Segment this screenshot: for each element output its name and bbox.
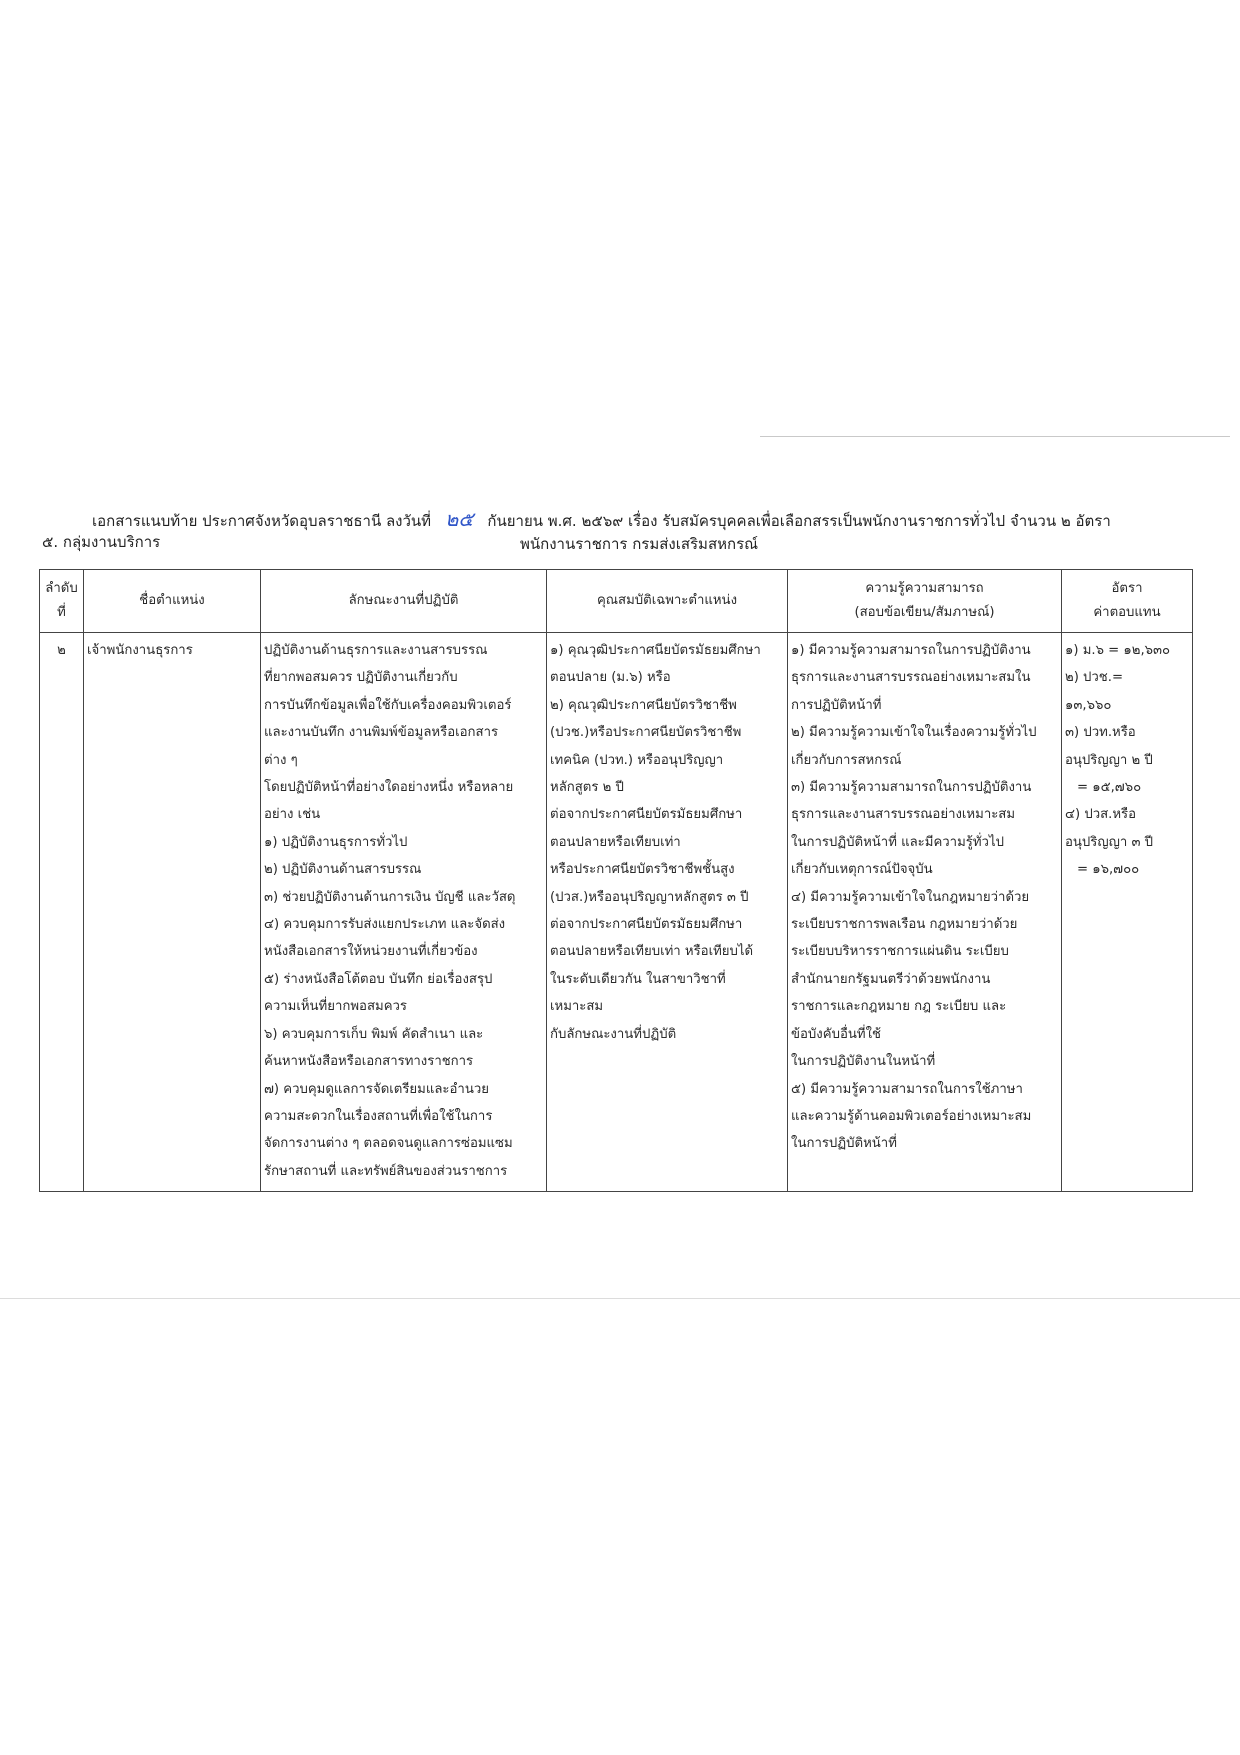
duty-line: ๕) ร่างหนังสือโต้ตอบ บันทึก ย่อเรื่องสรุป	[264, 971, 493, 987]
knowledge-line: ในการปฏิบัติงานในหน้าที่	[791, 1054, 936, 1070]
header-knowledge	[788, 570, 1062, 633]
knowledge-line: ๓) มีความรู้ความสามารถในการปฏิบัติงาน	[791, 780, 1032, 796]
duty-line: รักษาสถานที่ และทรัพย์สินของส่วนราชการ	[264, 1163, 508, 1179]
knowledge-line: ธุรการและงานสารบรรณอย่างเหมาะสมใน	[791, 670, 1031, 686]
knowledge-line: ๔) มีความรู้ความเข้าใจในกฎหมายว่าด้วย	[791, 889, 1030, 905]
header-line-2: พนักงานราชการ กรมส่งเสริมสหกรณ์	[520, 535, 759, 553]
qualification-line: ตอนปลาย (ม.๖) หรือ	[550, 670, 671, 686]
group-label: ๕. กลุ่มงานบริการ	[42, 533, 161, 551]
header-duties: ลักษณะงานที่ปฏิบัติ	[261, 570, 547, 633]
header-pay-line-1: อัตรา	[1111, 581, 1143, 596]
cell-position	[84, 633, 261, 1192]
knowledge-line: เกี่ยวกับการสหกรณ์	[791, 752, 902, 768]
qualification-line: ๑) คุณวุฒิประกาศนียบัตรมัธยมศึกษา	[550, 643, 761, 658]
knowledge-line: และความรู้ด้านคอมพิวเตอร์อย่างเหมาะสม	[791, 1108, 1032, 1124]
header-qualifications: คุณสมบัติเฉพาะตำแหน่ง	[547, 570, 788, 633]
duty-line: และงานบันทึก งานพิมพ์ข้อมูลหรือเอกสาร	[264, 725, 499, 741]
knowledge-line: ข้อบังคับอื่นที่ใช้	[791, 1026, 881, 1042]
duty-line: ๔) ควบคุมการรับส่งแยกประเภท และจัดส่ง	[264, 917, 506, 933]
cell-qualifications	[547, 633, 788, 1192]
knowledge-line: สำนักนายกรัฐมนตรีว่าด้วยพนักงาน	[791, 971, 991, 987]
knowledge-line: ราชการและกฎหมาย กฎ ระเบียบ และ	[791, 999, 1007, 1015]
cell-duties	[261, 633, 547, 1192]
pay-line: = ๑๖,๗๐๐	[1077, 862, 1140, 878]
header-pay	[1062, 570, 1193, 633]
pay-line: ๒) ปวช.=	[1065, 670, 1123, 686]
scan-line-bottom	[0, 1298, 1240, 1299]
pay-line: อนุปริญญา ๒ ปี	[1065, 752, 1153, 768]
header-position: ชื่อตำแหน่ง	[84, 570, 261, 633]
qualification-line: ต่อจากประกาศนียบัตรมัธยมศึกษา	[550, 917, 743, 933]
knowledge-line: การปฏิบัติหน้าที่	[791, 697, 882, 713]
position-title: เจ้าพนักงานธุรการ	[87, 643, 193, 658]
duty-line: ปฏิบัติงานด้านธุรการและงานสารบรรณ	[264, 643, 488, 658]
knowledge-line: ธุรการและงานสารบรรณอย่างเหมาะสม	[791, 807, 1016, 823]
duty-line: จัดการงานต่าง ๆ ตลอดจนดูแลการซ่อมแซม	[264, 1136, 513, 1152]
duty-line: หนังสือเอกสารให้หน่วยงานที่เกี่ยวข้อง	[264, 944, 478, 960]
header-knowledge-line-1: ความรู้ความสามารถ	[865, 581, 984, 596]
cell-pay	[1062, 633, 1193, 1192]
duty-line: ๑) ปฏิบัติงานธุรการทั่วไป	[264, 834, 408, 850]
duty-line: ๒) ปฏิบัติงานด้านสารบรรณ	[264, 862, 422, 878]
qualification-line: ต่อจากประกาศนียบัตรมัธยมศึกษา	[550, 807, 743, 823]
handwritten-day: ๒๕	[445, 507, 474, 531]
qualification-line: หลักสูตร ๒ ปี	[550, 780, 624, 796]
duty-line: ๖) ควบคุมการเก็บ พิมพ์ คัดสำเนา และ	[264, 1026, 484, 1042]
positions-table	[39, 569, 1193, 1192]
knowledge-line: ระเบียบราชการพลเรือน กฎหมายว่าด้วย	[791, 917, 1018, 933]
pay-line: ๑๓,๖๖๐	[1065, 697, 1112, 713]
duty-line: ความเห็นที่ยากพอสมควร	[264, 999, 408, 1015]
pay-line: ๔) ปวส.หรือ	[1065, 807, 1137, 823]
qualification-line: ตอนปลายหรือเทียบเท่า	[550, 834, 681, 850]
duty-line: ค้นหาหนังสือหรือเอกสารทางราชการ	[264, 1054, 474, 1070]
duty-line: อย่าง เช่น	[264, 807, 321, 823]
duty-line: ความสะดวกในเรื่องสถานที่เพื่อใช้ในการ	[264, 1108, 493, 1124]
knowledge-line: ๒) มีความรู้ความเข้าใจในเรื่องความรู้ทั่วไป	[791, 725, 1037, 741]
pay-line: อนุปริญญา ๓ ปี	[1065, 834, 1154, 850]
header-subject: กันยายน พ.ศ. ๒๕๖๙ เรื่อง รับสมัครบุคคลเพื่อเลือกสรรเป็นพนักงานราชการทั่วไป จำนวน ๒ อัตรา	[487, 512, 1111, 530]
table-header-row	[40, 570, 1193, 633]
qualification-line: กับลักษณะงานที่ปฏิบัติ	[550, 1026, 677, 1042]
qualification-line: (ปวส.)หรืออนุปริญญาหลักสูตร ๓ ปี	[550, 889, 749, 905]
knowledge-line: ระเบียบบริหารราชการแผ่นดิน ระเบียบ	[791, 944, 1009, 960]
knowledge-line: ๕) มีความรู้ความสามารถในการใช้ภาษา	[791, 1081, 1023, 1097]
pay-line: ๑) ม.๖ = ๑๒,๖๓๐	[1065, 643, 1171, 658]
qualification-line: ตอนปลายหรือเทียบเท่า หรือเทียบได้	[550, 944, 754, 960]
knowledge-line: เกี่ยวกับเหตุการณ์ปัจจุบัน	[791, 862, 933, 878]
duty-line: โดยปฏิบัติหน้าที่อย่างใดอย่างหนึ่ง หรือหลาย	[264, 780, 514, 796]
knowledge-line: ในการปฏิบัติหน้าที่	[791, 1136, 897, 1152]
qualification-line: หรือประกาศนียบัตรวิชาชีพชั้นสูง	[550, 862, 735, 878]
qualification-line: ๒) คุณวุฒิประกาศนียบัตรวิชาชีพ	[550, 697, 737, 713]
header-reference: เอกสารแนบท้าย ประกาศจังหวัดอุบลราชธานี ลงวันที่	[92, 512, 432, 530]
table-row	[40, 633, 1193, 1192]
row-number: ๒	[57, 643, 66, 658]
knowledge-line: ในการปฏิบัติหน้าที่ และมีความรู้ทั่วไป	[791, 834, 1004, 850]
header-no	[40, 570, 84, 633]
duty-line: ต่าง ๆ	[264, 752, 298, 768]
qualification-line: เทคนิค (ปวท.) หรืออนุปริญญา	[550, 752, 724, 768]
cell-knowledge	[788, 633, 1062, 1192]
qualification-line: ในระดับเดียวกัน ในสาขาวิชาที่	[550, 971, 726, 987]
duty-line: ที่ยากพอสมควร ปฏิบัติงานเกี่ยวกับ	[264, 670, 458, 686]
header-knowledge-line-2: (สอบข้อเขียน/สัมภาษณ์)	[854, 605, 995, 620]
header-no-line-1: ลำดับ	[45, 581, 78, 596]
duty-line: การบันทึกข้อมูลเพื่อใช้กับเครื่องคอมพิวเตอร์	[264, 697, 512, 713]
duty-line: ๗) ควบคุมดูแลการจัดเตรียมและอำนวย	[264, 1081, 489, 1097]
scan-line-top	[760, 436, 1230, 437]
duty-line: ๓) ช่วยปฏิบัติงานด้านการเงิน บัญชี และวัสดุ	[264, 889, 516, 905]
header-line-1	[92, 503, 1111, 535]
header-pay-line-2: ค่าตอบแทน	[1093, 605, 1161, 620]
knowledge-line: ๑) มีความรู้ความสามารถในการปฏิบัติงาน	[791, 643, 1031, 658]
header-no-line-2: ที่	[57, 605, 66, 620]
qualification-line: (ปวช.)หรือประกาศนียบัตรวิชาชีพ	[550, 725, 742, 741]
cell-no	[40, 633, 84, 1192]
qualification-line: เหมาะสม	[550, 999, 604, 1015]
pay-line: = ๑๕,๗๖๐	[1077, 780, 1142, 796]
pay-line: ๓) ปวท.หรือ	[1065, 725, 1136, 741]
